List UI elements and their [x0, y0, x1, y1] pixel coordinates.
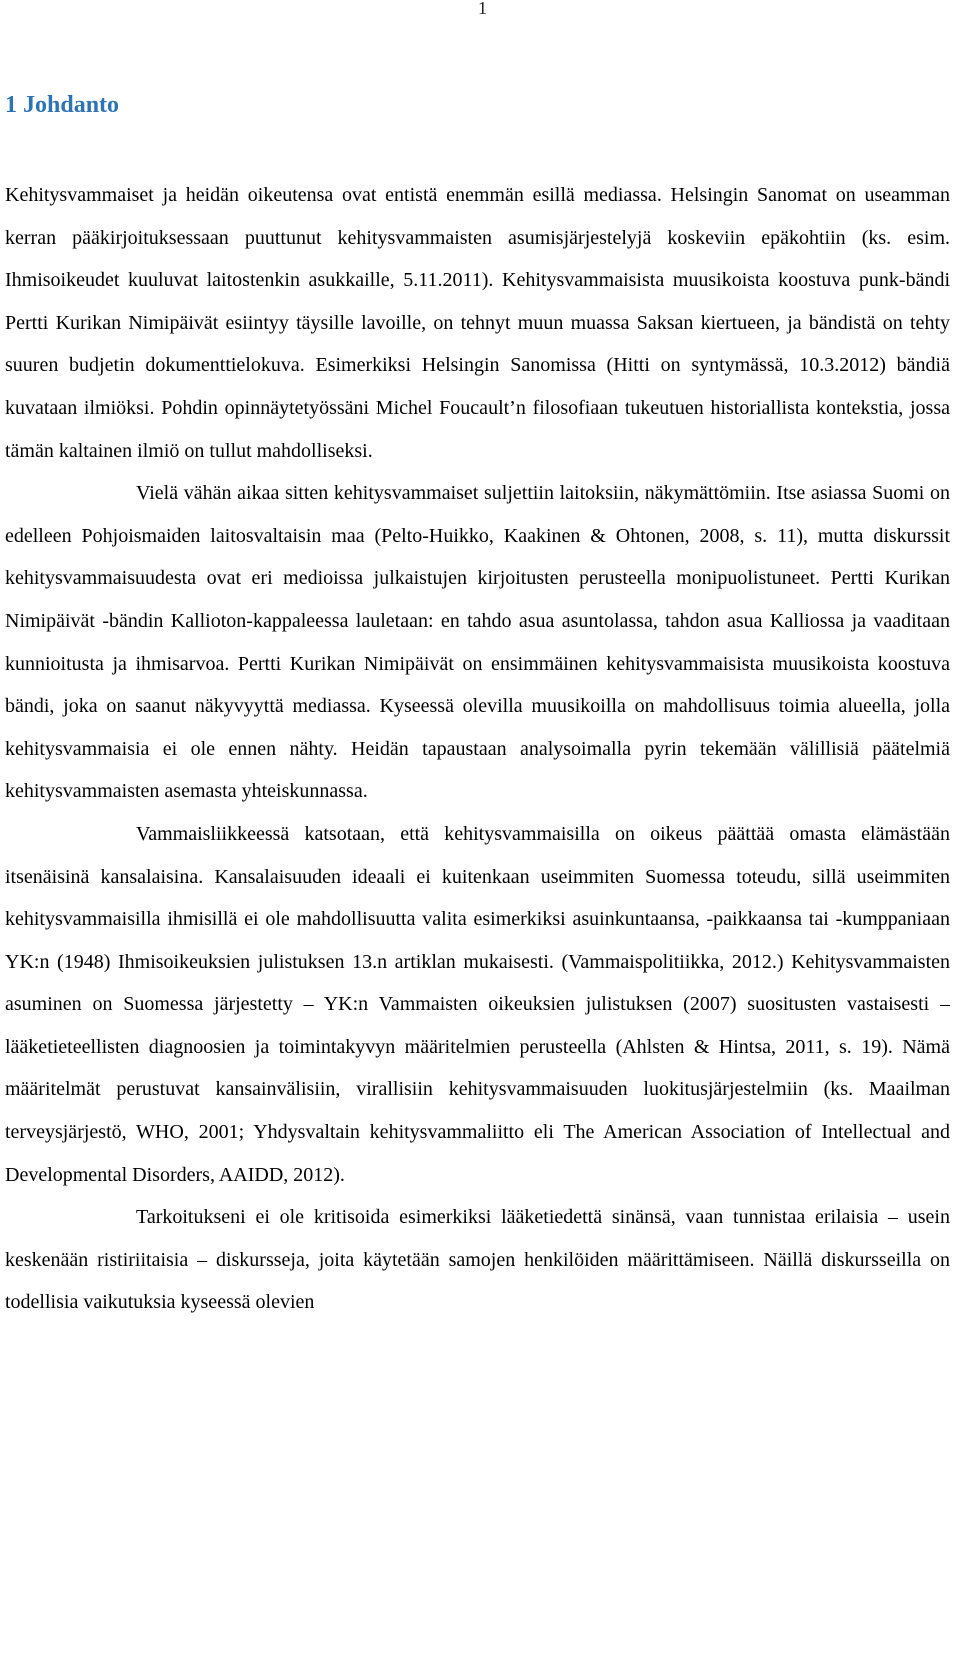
- paragraph-1: Kehitysvammaiset ja heidän oikeutensa ovat entistä enemmän esillä mediassa. Helsingin Sanomat on useamman kerran pääkirjoituksessaan puuttunut kehitysvammaisten asumisjärjestelyjä koskeviin epäkohtiin (ks. esim. Ihmisoikeudet kuuluvat laitostenkin asukkaille, 5.11.2011). Kehitysvammaisista muusikoista koostuva punk-bändi Pertti Kurikan Nimipäivät esiintyy täysille lavoille, on tehnyt muun muassa Saksan kiertueen, ja bändistä on tehty suuren budjetin dokumenttielokuva. Esimerkiksi Helsingin Sanomissa (Hitti on syntymässä, 10.3.2012) bändiä kuvataan ilmiöksi. Pohdin opinnäytetyössäni Michel Foucault’n filosofiaan tukeutuen historiallista kontekstia, jossa tämän kaltainen ilmiö on tullut mahdolliseksi.: [5, 184, 950, 462]
- chapter-heading: 1 Johdanto: [5, 92, 120, 118]
- page-number: 1: [478, 0, 487, 18]
- body-text: [5, 174, 950, 1324]
- paragraph-4: Tarkoitukseni ei ole kritisoida esimerkiksi lääketiedettä sinänsä, vaan tunnistaa erilaisia – usein keskenään ristiriitaisia – diskursseja, joita käytetään samojen henkilöiden määrittämiseen. Näillä diskursseilla on todellisia vaikutuksia kyseessä olevien: [5, 1206, 950, 1314]
- paragraph-3: Vammaisliikkeessä katsotaan, että kehitysvammaisilla on oikeus päättää omasta elämästään itsenäisinä kansalaisina. Kansalaisuuden ideaali ei kuitenkaan useimmiten Suomessa toteudu, sillä useimmiten kehitysvammaisilla ihmisillä ei ole mahdollisuutta valita esimerkiksi asuinkuntaansa, -paikkaansa tai -kumppaniaan YK:n (1948) Ihmisoikeuksien julistuksen 13.n artiklan mukaisesti. (Vammaispolitiikka, 2012.) Kehitysvammaisten asuminen on Suomessa järjestetty – YK:n Vammaisten oikeuksien julistuksen (2007) suositusten vastaisesti – lääketieteellisten diagnoosien ja toimintakyvyn määritelmien perusteella (Ahlsten & Hintsa, 2011, s. 19). Nämä määritelmät perustuvat kansainvälisiin, virallisiin kehitysvammaisuuden luokitusjärjestelmiin (ks. Maailman terveysjärjestö, WHO, 2001; Yhdysvaltain kehitysvammaliitto eli The American Association of Intellectual and Developmental Disorders, AAIDD, 2012).: [5, 822, 950, 1186]
- paragraph-2: Vielä vähän aikaa sitten kehitysvammaiset suljettiin laitoksiin, näkymättömiin. Itse asiassa Suomi on edelleen Pohjoismaiden laitosvaltaisin maa (Pelto-Huikko, Kaakinen & Ohtonen, 2008, s. 11), mutta diskurssit kehitysvammaisuudesta ovat eri medioissa julkaistujen kirjoitusten perusteella monipuolistuneet. Pertti Kurikan Nimipäivät -bändin Kallioton-kappaleessa lauletaan: en tahdo asua asuntolassa, tahdon asua Kalliossa ja vaaditaan kunnioitusta ja ihmisarvoa. Pertti Kurikan Nimipäivät on ensimmäinen kehitysvammaisista muusikoista koostuva bändi, joka on saanut näkyvyyttä mediassa. Kyseessä olevilla muusikoilla on mahdollisuus toimia alueella, jolla kehitysvammaisia ei ole ennen nähty. Heidän tapaustaan analysoimalla pyrin tekemään välillisiä päätelmiä kehitysvammaisten asemasta yhteiskunnassa.: [5, 482, 950, 803]
